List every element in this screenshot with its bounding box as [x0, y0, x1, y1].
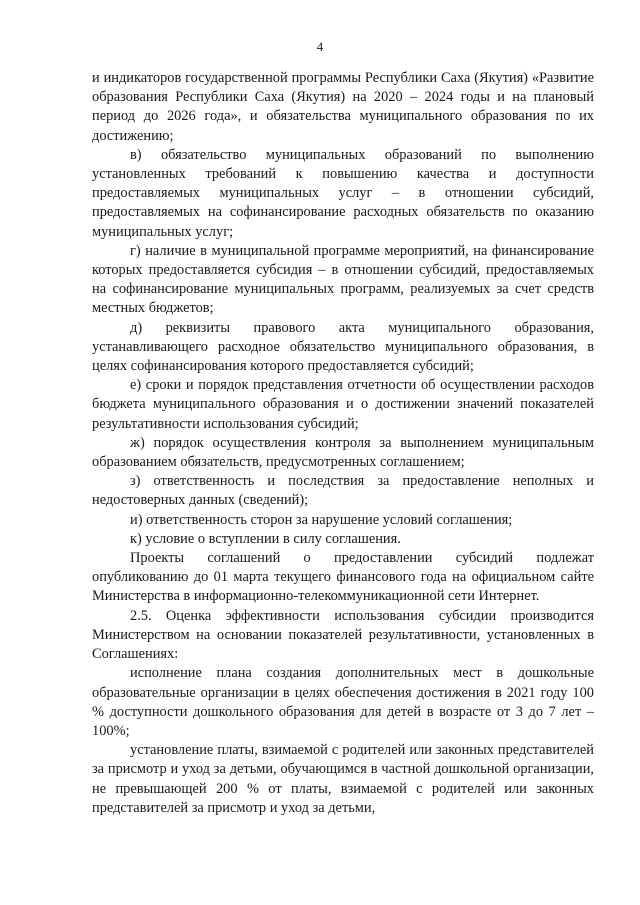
paragraph-item-k: к) условие о вступлении в силу соглашения. [130, 530, 401, 547]
document-body [92, 69, 594, 818]
page-number: 4 [316, 39, 324, 54]
paragraph-item-i: и) ответственность сторон за нарушение условий соглашения; [130, 511, 513, 528]
paragraph-item-z: з) ответственность и последствия за предоставление неполных и недостоверных данных (сведений); [92, 473, 594, 509]
paragraph-program-indicators: и индикаторов государственной программы Республики Саха (Якутия) «Развитие образования Республики Саха (Якутия) на 2020 – 2024 годы и на плановый период до 2026 года», и обязательства муниципального образования по их достижению; [92, 70, 594, 144]
paragraph-item-d: д) реквизиты правового акта муниципального образования, устанавливающего расходное обязательство муниципального образования, в целях софинансирования которого предоставляется субсидий; [92, 319, 594, 375]
paragraph-indicator-fee: установление платы, взимаемой с родителей или законных представителей за присмотр и уход за детьми, обучающимся в частной дошкольной организации, не превышающей 200 % от платы, взимаемой с родителей или законных представителей за присмотр и уход за детьми, [92, 742, 594, 816]
paragraph-indicator-places: исполнение плана создания дополнительных мест в дошкольные образовательные организации в целях обеспечения достижения в 2021 году 100 % доступности дошкольного образования для детей в возрасте от 3 до 7 лет – 100%; [92, 665, 594, 739]
paragraph-item-g: г) наличие в муниципальной программе мероприятий, на финансирование которых предоставляется субсидия – в отношении субсидий, предоставляемых на софинансирование муниципальных программ, реализуемых за счет средств местных бюджетов; [92, 242, 594, 317]
paragraph-draft-agreements: Проекты соглашений о предоставлении субсидий подлежат опубликованию до 01 марта текущего финансового года на официальном сайте Министерства в информационно-телекоммуникационной сети Интернет. [92, 550, 594, 605]
paragraph-item-v: в) обязательство муниципальных образований по выполнению установленных требований к повышению качества и доступности предоставляемых муниципальных услуг – в отношении субсидий, предоставляемых на софинансирование расходных обязательств по оказанию муниципальных услуг; [92, 146, 594, 240]
paragraph-item-e: е) сроки и порядок представления отчетности об осуществлении расходов бюджета муниципального образования и о достижении значений показателей результативности использования субсидий; [92, 377, 594, 432]
paragraph-item-zh: ж) порядок осуществления контроля за выполнением муниципальным образованием обязательств, предусмотренных соглашением; [92, 434, 594, 471]
paragraph-section-2-5: 2.5. Оценка эффективности использования субсидии производится Министерством на основании показателей результативности, установленных в Соглашениях: [92, 607, 594, 663]
